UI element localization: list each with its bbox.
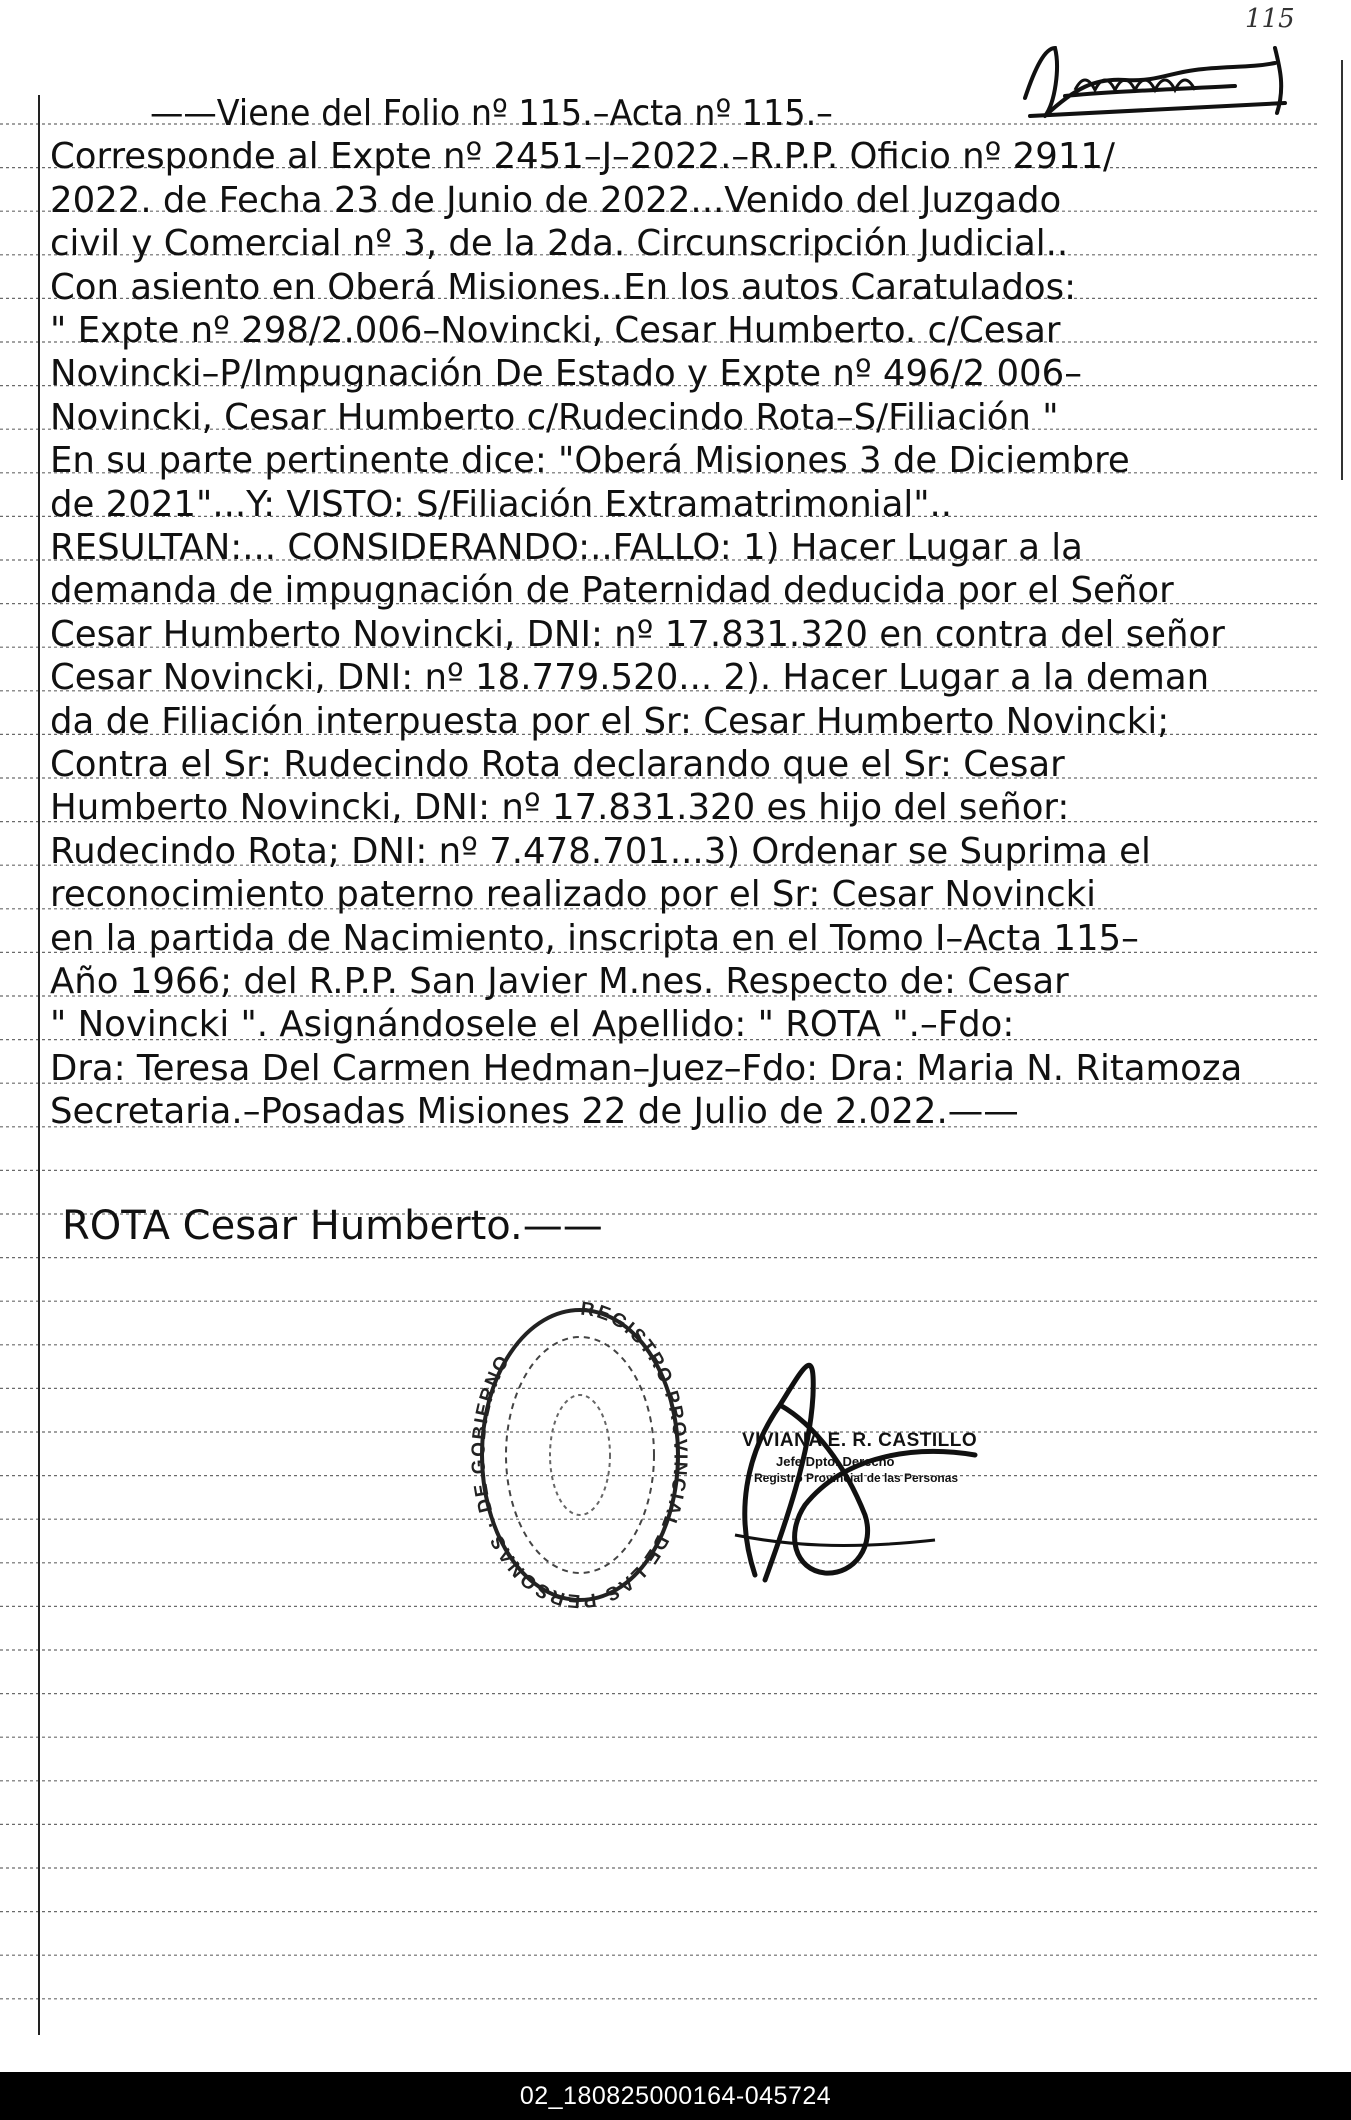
- handwritten-line: RESULTAN:... CONSIDERANDO:..FALLO: 1) Hacer Lugar a la: [50, 527, 1083, 568]
- document-id: 02_180825000164-045724: [519, 2081, 832, 2110]
- handwritten-line: Dra: Teresa Del Carmen Hedman–Juez–Fdo: Dra: Maria N. Ritamoza: [50, 1047, 1243, 1089]
- footer-bar: [0, 2072, 1351, 2120]
- handwritten-line: civil y Comercial nº 3, de la 2da. Circunscripción Judicial..: [50, 223, 1069, 265]
- signatory-office: Registro Provincial de las Personas: [754, 1471, 959, 1485]
- svg-text:REGISTRO PROVINCIAL DE LAS PER: REGISTRO PROVINCIAL DE LAS PERSONAS · DE GOBIERNO: [470, 1298, 690, 1610]
- handwritten-line: Secretaria.–Posadas Misiones 22 de Julio de 2.022.——: [50, 1091, 1019, 1133]
- handwritten-line: Novincki–P/Impugnación De Estado y Expte nº 496/2 006–: [50, 353, 1082, 395]
- official-seal-icon: [470, 1290, 690, 1610]
- signature-block: [742, 1430, 1042, 1485]
- handwritten-line: de 2021"...Y: VISTO: S/Filiación Extramatrimonial"..: [50, 483, 953, 525]
- signatory-name: VIVIANA E. R. CASTILLO: [742, 1430, 978, 1451]
- handwritten-line: Corresponde al Expte nº 2451–J–2022.–R.P.P. Oficio nº 2911/: [50, 136, 1115, 178]
- handwritten-line: Cesar Novincki, DNI: nº 18.779.520... 2). Hacer Lugar a la deman: [50, 657, 1210, 699]
- handwritten-line: Novincki, Cesar Humberto c/Rudecindo Rota–S/Filiación ": [50, 396, 1059, 438]
- handwritten-line: Humberto Novincki, DNI: nº 17.831.320 es hijo del señor:: [50, 787, 1070, 829]
- handwritten-line: ——Viene del Folio nº 115.–Acta nº 115.–: [150, 93, 833, 134]
- handwritten-line: demanda de impugnación de Paternidad deducida por el Señor: [50, 570, 1174, 612]
- handwritten-line: Cesar Humberto Novincki, DNI: nº 17.831.320 en contra del señor: [50, 613, 1225, 655]
- margin-line: [38, 95, 40, 2035]
- handwritten-line: Con asiento en Oberá Misiones..En los autos Caratulados:: [50, 266, 1077, 308]
- folio-number: 115: [1245, 4, 1295, 34]
- handwritten-line: Año 1966; del R.P.P. San Javier M.nes. Respecto de: Cesar: [50, 961, 1069, 1002]
- handwritten-line: Rudecindo Rota; DNI: nº 7.478.701...3) Ordenar se Suprima el: [50, 830, 1151, 872]
- handwritten-line: da de Filiación interpuesta por el Sr: Cesar Humberto Novincki;: [50, 700, 1170, 742]
- handwritten-line: En su parte pertinente dice: "Oberá Misiones 3 de Diciembre: [50, 440, 1130, 482]
- handwritten-line: Contra el Sr: Rudecindo Rota declarando que el Sr: Cesar: [50, 744, 1065, 785]
- handwritten-line: reconocimiento paterno realizado por el Sr: Cesar Novincki: [50, 874, 1097, 916]
- handwritten-line: 2022. de Fecha 23 de Junio de 2022...Venido del Juzgado: [50, 179, 1062, 221]
- handwritten-line: en la partida de Nacimiento, inscripta en el Tomo I–Acta 115–: [50, 917, 1139, 959]
- handwritten-line: " Novincki ". Asignándosele el Apellido: " ROTA ".–Fdo:: [50, 1004, 1015, 1046]
- signatory-role: Jefe Dpto. Derecho: [776, 1454, 895, 1469]
- handwritten-line: " Expte nº 298/2.006–Novincki, Cesar Humberto. c/Cesar: [50, 310, 1061, 351]
- subject-name: ROTA Cesar Humberto.——: [62, 1203, 603, 1249]
